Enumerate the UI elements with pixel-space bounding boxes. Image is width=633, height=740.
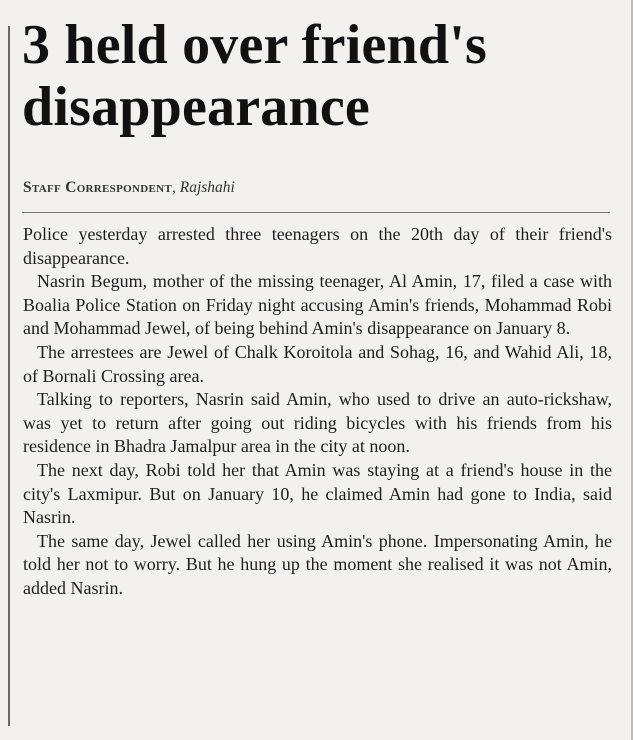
article-body	[23, 223, 612, 601]
paragraph-3: The arrestees are Jewel of Chalk Koroitola and Sohag, 16, and Wahid Ali, 18, of Bornali Crossing area.	[23, 341, 612, 386]
byline-divider	[22, 212, 610, 213]
byline-reporter: Staff Correspondent	[23, 179, 172, 196]
paragraph-5: The next day, Robi told her that Amin was staying at a friend's house in the city's Laxmipur. But on January 10, he claimed Amin had gone to India, said Nasrin.	[23, 459, 612, 528]
byline-separator: ,	[171, 179, 180, 196]
paragraph-6: The same day, Jewel called her using Amin's phone. Impersonating Amin, he told her not to worry. But he hung up the moment she realised it was not Amin, added Nasrin.	[23, 530, 612, 598]
headline: 3 held over friend's disappearance	[22, 14, 487, 138]
column-rule-left	[8, 26, 10, 726]
paragraph-4: Talking to reporters, Nasrin said Amin, who used to drive an auto-rickshaw, was yet to return after going out riding bicycles with his friends from his residence in Bhadra Jamalpur area in the city at noon.	[23, 389, 612, 457]
paragraph-2: Nasrin Begum, mother of the missing teenager, Al Amin, 17, filed a case with Boalia Police Station on Friday night accusing Amin's friends, Mohammad Robi and Mohammad Jewel, of being behind Amin's disappearance on January 8.	[23, 271, 612, 339]
byline-location: Rajshahi	[179, 179, 235, 196]
byline	[23, 178, 235, 198]
paragraph-1: Police yesterday arrested three teenagers on the 20th day of their friend's disappearance.	[23, 224, 612, 268]
